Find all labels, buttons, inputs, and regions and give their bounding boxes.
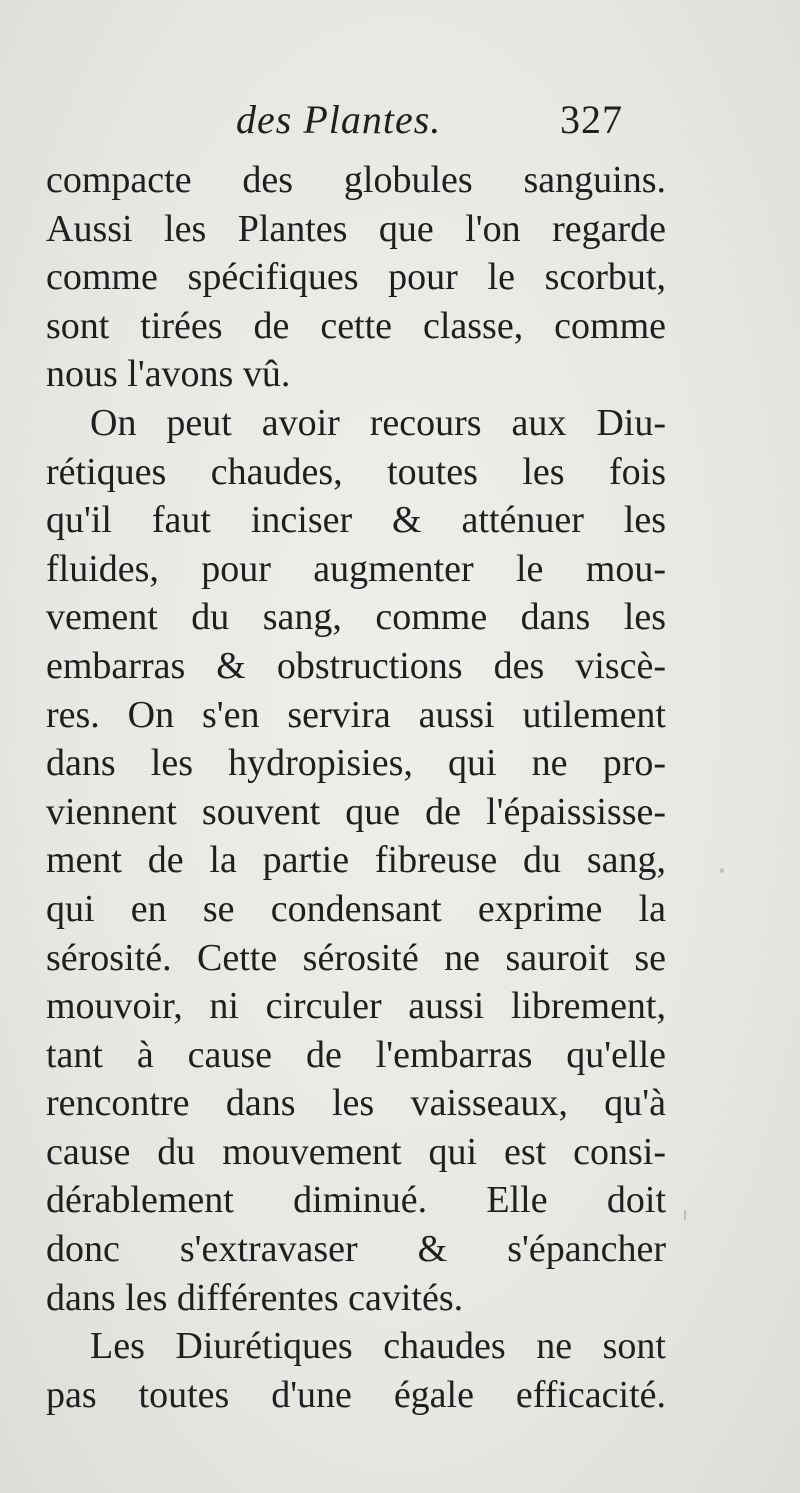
text-line: cause du mouvement qui est consi- — [46, 1130, 666, 1173]
text-line: rencontre dans les vaisseaux, qu'à — [46, 1082, 666, 1125]
paragraph — [46, 156, 666, 399]
text-line: nous l'avons vû. — [46, 353, 291, 396]
paragraph — [46, 399, 666, 1322]
text-line: sont tirées de cette classe, comme — [46, 304, 666, 347]
text-line: donc s'extravaser & s'épancher — [46, 1228, 666, 1271]
text-line: dans les hydropisies, qui ne pro- — [46, 742, 666, 785]
text-line: vement du sang, comme dans les — [46, 596, 666, 639]
text-line: Les Diurétiques chaudes ne sont — [90, 1325, 666, 1368]
text-line: comme spécifiques pour le scorbut, — [46, 256, 666, 299]
text-line: qu'il faut inciser & atténuer les — [46, 499, 666, 542]
paragraph — [46, 1322, 666, 1419]
text-line: dérablement diminué. Elle doit — [46, 1179, 666, 1222]
text-line: fluides, pour augmenter le mou- — [46, 547, 666, 590]
text-line: pas toutes d'une égale efficacité. — [46, 1373, 666, 1416]
text-line: On peut avoir recours aux Diu- — [90, 401, 666, 444]
text-line: qui en se condensant exprime la — [46, 887, 666, 930]
running-title: des Plantes. — [236, 97, 442, 142]
page-number: 327 — [560, 97, 623, 142]
text-line: dans les différentes cavités. — [46, 1276, 464, 1319]
body-text — [46, 156, 666, 1419]
margin-speck — [684, 1210, 686, 1220]
text-line: viennent souvent que de l'épaississe- — [46, 790, 666, 833]
running-head — [0, 96, 800, 156]
text-line: ment de la partie fibreuse du sang, — [46, 839, 666, 882]
text-line: mouvoir, ni circuler aussi librement, — [46, 985, 666, 1028]
text-line: Aussi les Plantes que l'on regarde — [46, 207, 666, 250]
text-line: sérosité. Cette sérosité ne sauroit se — [46, 936, 666, 979]
text-line: embarras & obstructions des viscè- — [46, 644, 666, 687]
text-line: res. On s'en servira aussi utilement — [46, 693, 666, 736]
text-line: compacte des globules sanguins. — [46, 159, 666, 201]
text-line: tant à cause de l'embarras qu'elle — [46, 1033, 666, 1076]
text-line: rétiques chaudes, toutes les fois — [46, 450, 666, 493]
margin-speck — [720, 868, 724, 873]
